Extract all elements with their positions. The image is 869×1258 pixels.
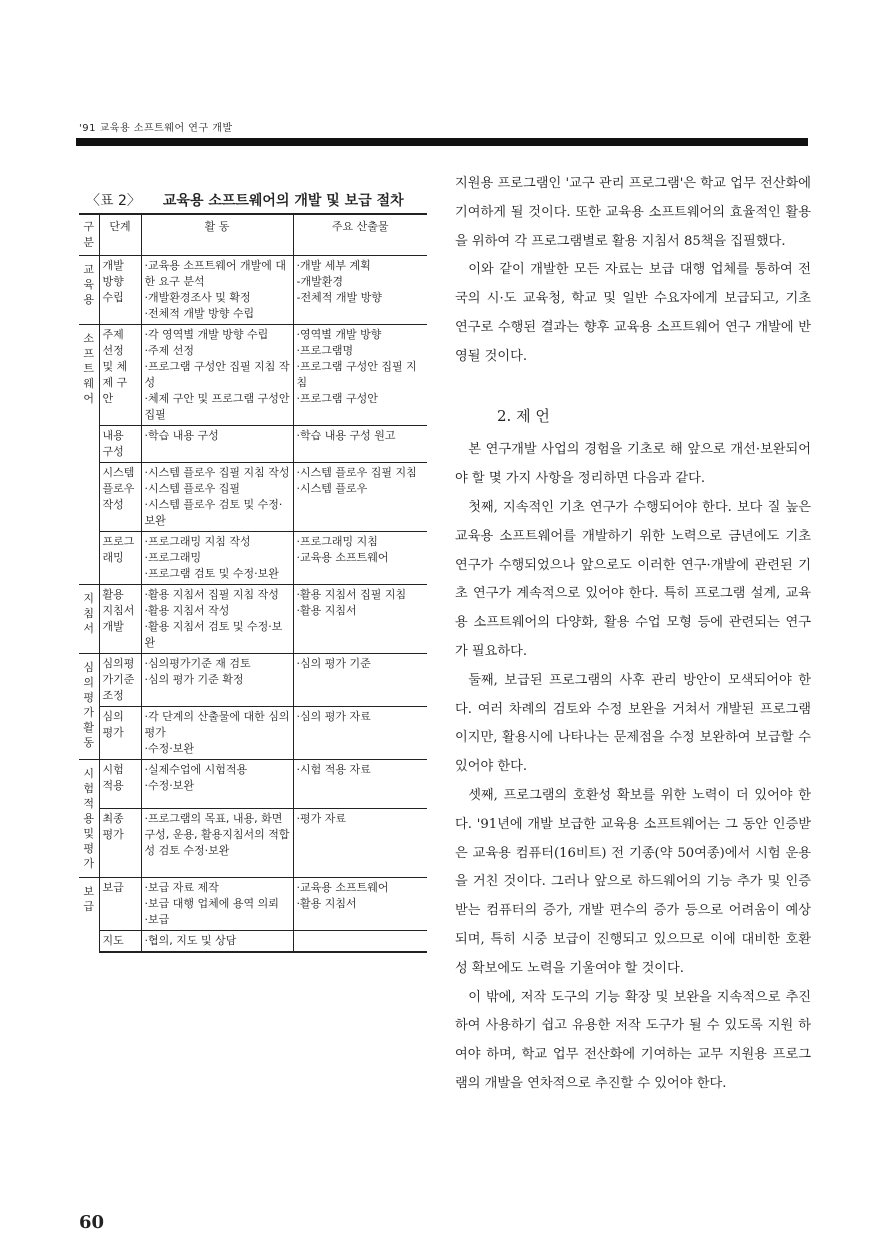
paragraph: 셋째, 프로그램의 호환성 확보를 위한 노력이 더 있어야 한다. '91년에 개발 보급한 교육용 소프트웨어는 그 동안 인증받은 교육용 컴퓨터(16비트) 전 기종(약 50여종)에서 시험 운용을 거친 것이다. 그러나 앞으로 하드웨어의 기능 추가 및 인증받는 컴퓨터의 증가, 개발 편수의 증가 등으로 어려움이 예상되며, 특히 시중 보급이 진행되고 있으므로 이에 대비한 호환성 확보에도 노력을 기울여야 할 것이다. bbox=[455, 787, 811, 976]
activity-cell bbox=[141, 808, 293, 878]
activity-item: ·프로그래밍 bbox=[144, 551, 202, 564]
table-row bbox=[79, 760, 427, 809]
activity-item: ·전체적 개발 방향 수립 bbox=[144, 307, 255, 320]
table-title: 교육용 소프트웨어의 개발 및 보급 절차 bbox=[162, 193, 404, 209]
stage-cell: 활용 지침서 개발 bbox=[99, 585, 141, 654]
table-row bbox=[79, 426, 427, 463]
table-row bbox=[79, 707, 427, 760]
activity-item: ·수정·보완 bbox=[144, 779, 194, 792]
group-cell bbox=[79, 585, 99, 654]
stage-cell: 보급 bbox=[99, 878, 141, 931]
group-label-char: 지 bbox=[83, 592, 95, 605]
output-cell bbox=[293, 931, 427, 953]
group-label-char: 가 bbox=[83, 857, 95, 870]
output-item: ·시스템 플로우 집필 지침 bbox=[296, 466, 417, 479]
output-item: ·시험 적용 자료 bbox=[296, 763, 371, 776]
group-label-char: 급 bbox=[83, 900, 95, 913]
output-cell bbox=[293, 707, 427, 760]
activity-item: ·프로그래밍 지침 작성 bbox=[144, 535, 251, 548]
activity-cell bbox=[141, 654, 293, 707]
output-item: -전체적 개발 방향 bbox=[296, 291, 382, 304]
output-item: ·시스템 플로우 bbox=[296, 482, 368, 495]
group-label-char: 소 bbox=[83, 332, 95, 345]
table-row bbox=[79, 654, 427, 707]
paragraph: 본 연구개발 사업의 경험을 기초로 해 앞으로 개선·보완되어야 할 몇 가지 사항을 정리하면 다음과 같다. bbox=[455, 442, 811, 487]
output-item: ·프로그래밍 지침 bbox=[296, 535, 378, 548]
section-title: 2. 제 언 bbox=[497, 406, 550, 425]
group-label-char: 트 bbox=[83, 362, 95, 375]
output-item: ·프로그램 구성안 집필 지침 bbox=[296, 360, 417, 389]
paragraph: 지원용 프로그램인 '교구 관리 프로그램'은 학교 업무 전산화에 기여하게 될 것이다. 또한 교육용 소프트웨어의 효율적인 활용을 위하여 각 프로그램별로 활용 지침서 85책을 집필했다. bbox=[455, 176, 811, 249]
paragraph: 둘째, 보급된 프로그램의 사후 관리 방안이 모색되어야 한다. 여러 차례의 검토와 수정 보완을 거쳐서 개발된 프로그램이지만, 활용시에 나타나는 문제점을 수정 보완하여 보급할 수 있어야 한다. bbox=[455, 672, 811, 775]
output-item: ·활용 지침서 집필 지침 bbox=[296, 588, 407, 601]
group-label-char: 험 bbox=[83, 782, 95, 795]
table-row bbox=[79, 931, 427, 953]
activity-item: ·교육용 소프트웨어 개발에 대한 요구 분석 bbox=[144, 259, 286, 288]
activity-cell bbox=[141, 256, 293, 325]
running-header: '91 교육용 소프트웨어 연구 개발 bbox=[79, 123, 233, 134]
activity-cell bbox=[141, 463, 293, 532]
activity-item: ·심의 평가 기준 확정 bbox=[144, 673, 244, 686]
stage-cell: 지도 bbox=[99, 931, 141, 953]
activity-item: ·학습 내용 구성 bbox=[144, 429, 219, 442]
stage-cell: 시험 적용 bbox=[99, 760, 141, 809]
output-item: ·활용 지침서 bbox=[296, 897, 357, 910]
table-row bbox=[79, 878, 427, 931]
group-label-char: 및 bbox=[83, 827, 95, 840]
group-label-char: 교 bbox=[83, 263, 95, 276]
stage-cell: 내용 구성 bbox=[99, 426, 141, 463]
group-label-char: 보 bbox=[83, 885, 95, 898]
group-label-char: 활 bbox=[83, 721, 95, 734]
activity-cell bbox=[141, 532, 293, 585]
activity-item: ·시스템 플로우 검토 및 수정·보완 bbox=[144, 498, 283, 527]
activity-item: ·시스템 플로우 집필 bbox=[144, 482, 240, 495]
activity-item: ·보급 자료 제작 bbox=[144, 881, 219, 894]
group-label-char: 서 bbox=[83, 622, 95, 635]
activity-item: ·주제 선정 bbox=[144, 344, 194, 357]
col-header-activity: 활 동 bbox=[141, 214, 293, 256]
group-label-char: 웨 bbox=[83, 377, 95, 390]
activity-item: ·활용 지침서 집필 지침 작성 bbox=[144, 588, 279, 601]
stage-cell: 최종 평가 bbox=[99, 808, 141, 878]
activity-item: ·실제수업에 시험적용 bbox=[144, 763, 248, 776]
activity-item: ·각 영역별 개발 방향 수립 bbox=[144, 328, 269, 341]
output-item: ·학습 내용 구성 원고 bbox=[296, 429, 396, 442]
table-row bbox=[79, 463, 427, 532]
activity-item: ·보급 대행 업체에 용역 의뢰 bbox=[144, 897, 279, 910]
group-label-char: 용 bbox=[83, 293, 95, 306]
stage-cell: 프로그래밍 bbox=[99, 532, 141, 585]
col-header-stage: 단계 bbox=[99, 214, 141, 256]
stage-cell: 심의 평가 bbox=[99, 707, 141, 760]
activity-item: ·보급 bbox=[144, 913, 170, 926]
activity-item: ·개발환경조사 및 확정 bbox=[144, 291, 251, 304]
activity-item: ·프로그램 구성안 집필 지침 작성 bbox=[144, 360, 290, 389]
output-item: ·활용 지침서 bbox=[296, 604, 357, 617]
activity-cell bbox=[141, 426, 293, 463]
output-cell bbox=[293, 585, 427, 654]
output-item: -개발환경 bbox=[296, 275, 343, 288]
group-label-char: 동 bbox=[83, 736, 95, 749]
paragraph: 이와 같이 개발한 모든 자료는 보급 대행 업체를 통하여 전국의 시·도 교육청, 학교 및 일반 수요자에게 보급되고, 기초 연구로 수행된 결과는 향후 교육용 소프트웨어 연구 개발에 반영될 것이다. bbox=[455, 262, 811, 364]
table-row bbox=[79, 532, 427, 585]
output-cell bbox=[293, 654, 427, 707]
output-cell bbox=[293, 463, 427, 532]
output-item: ·교육용 소프트웨어 bbox=[296, 551, 389, 564]
activity-cell bbox=[141, 325, 293, 426]
group-label bbox=[81, 660, 97, 750]
activity-item: ·체제 구안 및 프로그램 구성안 집필 bbox=[144, 392, 290, 421]
output-item: ·교육용 소프트웨어 bbox=[296, 881, 389, 894]
stage-cell: 개발 방향 수립 bbox=[99, 256, 141, 325]
activity-cell bbox=[141, 760, 293, 809]
activity-item: ·시스템 플로우 집필 지침 작성 bbox=[144, 466, 290, 479]
group-label-char: 의 bbox=[83, 676, 95, 689]
output-item: ·심의 평가 기준 bbox=[296, 657, 371, 670]
activity-item: ·협의, 지도 및 상담 bbox=[144, 934, 237, 947]
output-item: ·심의 평가 자료 bbox=[296, 710, 371, 723]
output-item: ·프로그램 구성안 bbox=[296, 392, 378, 405]
group-label bbox=[81, 591, 97, 636]
output-item: ·영역별 개발 방향 bbox=[296, 328, 382, 341]
activity-item: ·각 단계의 산출물에 대한 심의 평가 bbox=[144, 710, 290, 739]
output-cell bbox=[293, 760, 427, 809]
group-label-char: 어 bbox=[83, 392, 95, 405]
group-label bbox=[81, 884, 97, 914]
table-row bbox=[79, 325, 427, 426]
output-cell bbox=[293, 878, 427, 931]
group-label-char: 육 bbox=[83, 278, 95, 291]
activity-item: ·프로그램의 목표, 내용, 화면구성, 운용, 활용지침서의 적합성 검토 수정·보완 bbox=[144, 811, 290, 857]
output-cell bbox=[293, 426, 427, 463]
group-label-char: 평 bbox=[83, 842, 95, 855]
stage-cell: 시스템 플로우 작성 bbox=[99, 463, 141, 532]
group-cell bbox=[79, 256, 99, 325]
group-label-char: 침 bbox=[83, 607, 95, 620]
group-label bbox=[81, 766, 97, 871]
stage-cell: 심의평가기준 조정 bbox=[99, 654, 141, 707]
page-number: 60 bbox=[79, 1212, 105, 1233]
header-rule bbox=[76, 138, 808, 146]
table-caption bbox=[86, 190, 404, 210]
col-header-output: 주요 산출물 bbox=[293, 214, 427, 256]
group-label-char: 적 bbox=[83, 797, 95, 810]
output-cell bbox=[293, 808, 427, 878]
activity-cell bbox=[141, 878, 293, 931]
activity-cell bbox=[141, 585, 293, 654]
activity-item: ·활용 지침서 작성 bbox=[144, 604, 230, 617]
group-label-char: 심 bbox=[83, 661, 95, 674]
group-cell bbox=[79, 760, 99, 878]
table-header-row bbox=[79, 214, 427, 256]
activity-item: ·수정·보완 bbox=[144, 742, 194, 755]
paragraph: 이 밖에, 저작 도구의 기능 확장 및 보완을 지속적으로 추진하여 사용하기 쉽고 유용한 저작 도구가 될 수 있도록 지원 하여야 하며, 학교 업무 전산화에 기여하는 교무 지원용 프로그램의 개발을 연차적으로 추진할 수 있어야 한다. bbox=[455, 989, 811, 1091]
activity-item: ·프로그램 검토 및 수정·보완 bbox=[144, 567, 279, 580]
col-header-gubun: 구분 bbox=[79, 214, 99, 256]
table-row bbox=[79, 256, 427, 325]
activity-cell bbox=[141, 931, 293, 953]
body-text-column bbox=[455, 170, 811, 1099]
procedure-table bbox=[79, 213, 427, 953]
paragraph: 첫째, 지속적인 기초 연구가 수행되어야 한다. 보다 질 높은 교육용 소프트웨어를 개발하기 위한 노력으로 금년에도 기초연구가 수행되었으나 앞으로도 이러한 연구·개발에 관련된 기초 연구가 계속적으로 있어야 한다. 특히 프로그램 설계, 교육용 소프트웨어의 다양화, 활용 수업 모형 등에 관련되는 연구가 필요하다. bbox=[455, 499, 811, 659]
table-row bbox=[79, 585, 427, 654]
output-cell bbox=[293, 256, 427, 325]
activity-item: ·심의평가기준 재 검토 bbox=[144, 657, 251, 670]
activity-item: ·활용 지침서 검토 및 수정·보완 bbox=[144, 620, 283, 649]
table-body bbox=[79, 256, 427, 953]
output-cell bbox=[293, 532, 427, 585]
table-row bbox=[79, 808, 427, 878]
table-label: 〈표 2〉 bbox=[86, 193, 141, 209]
group-label bbox=[81, 262, 97, 307]
group-label-char: 가 bbox=[83, 706, 95, 719]
group-cell bbox=[79, 325, 99, 585]
group-label bbox=[81, 331, 97, 406]
output-item: ·평가 자료 bbox=[296, 811, 346, 825]
activity-cell bbox=[141, 707, 293, 760]
output-item: ·개발 세부 계획 bbox=[296, 259, 371, 272]
output-cell bbox=[293, 325, 427, 426]
output-item: ·프로그램명 bbox=[296, 344, 354, 357]
group-label-char: 프 bbox=[83, 347, 95, 360]
group-cell bbox=[79, 654, 99, 760]
group-label-char: 용 bbox=[83, 812, 95, 825]
group-label-char: 평 bbox=[83, 691, 95, 704]
group-label-char: 시 bbox=[83, 767, 95, 780]
group-cell bbox=[79, 878, 99, 953]
stage-cell: 주제 선정 및 체제 구안 bbox=[99, 325, 141, 426]
